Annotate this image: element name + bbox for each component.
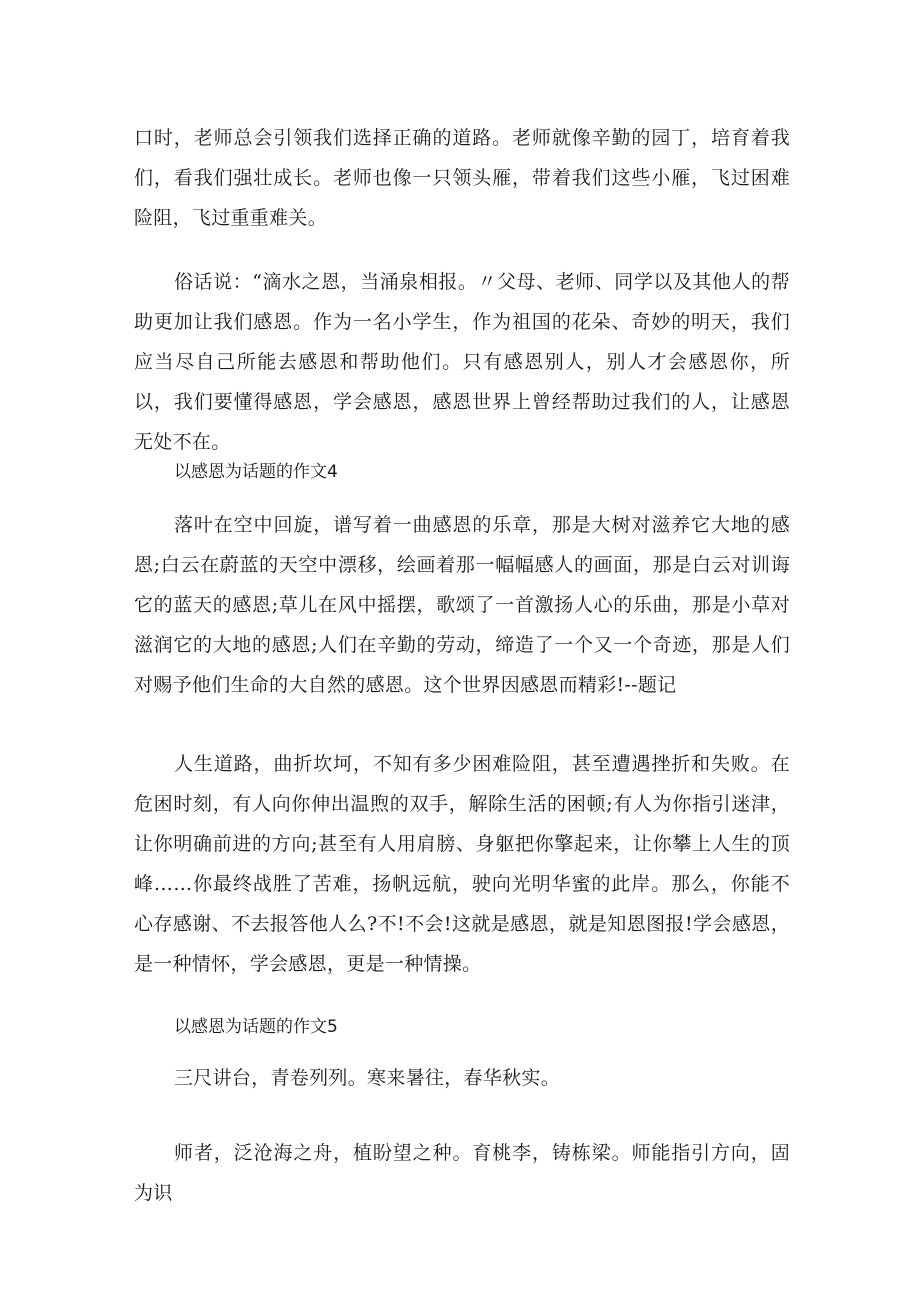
section-heading-5: 以感恩为话题的作文5 — [174, 1017, 338, 1037]
paragraph-5: 三尺讲台，青卷列列。寒来暑往，春华秋实。 — [174, 1067, 561, 1089]
paragraph-2: 俗话说：“滴水之恩，当涌泉相报。〃父母、老师、同学以及其他人的帮助更加让我们感恩。作为一名小学生，作为祖国的花朵、奇妙的明天，我们应当尽自己所能去感恩和帮助他们。只有感恩别人，别人才会感恩你，所以，我们要懂得感恩，学会感恩，感恩世界上曾经帮助过我们的人，让感恩无处不在。 — [134, 271, 790, 453]
paragraph-1: 口时，老师总会引领我们选择正确的道路。老师就像辛勤的园丁，培育着我们，看我们强壮成长。老师也像一只领头雁，带着我们这些小雁，飞过困难险阻，飞过重重难关。 — [134, 127, 790, 229]
paragraph-6: 师者，泛沧海之舟，植盼望之种。育桃李，铸栋梁。师能指引方向，固为识 — [134, 1142, 790, 1204]
paragraph-4: 人生道路，曲折坎坷，不知有多少困难险阻，甚至遭遇挫折和失败。在危困时刻，有人向你伸出温煦的双手，解除生活的困顿;有人为你指引迷津，让你明确前进的方向;甚至有人用肩膀、身躯把你擎起来，让你攀上人生的顶峰……你最终战胜了苦难，扬帆远航，驶向光明华蜜的此岸。那么，你能不心存感谢、不去报答他人么?不!不会!这就是感恩，就是知恩图报!学会感恩，是一种情怀，学会感恩，更是一种情操。 — [134, 753, 790, 975]
paragraph-3: 落叶在空中回旋，谱写着一曲感恩的乐章，那是大树对滋养它大地的感恩;白云在蔚蓝的天空中漂移，绘画着那一幅幅感人的画面，那是白云对训诲它的蓝天的感恩;草儿在风中摇摆，歌颂了一首激扬人心的乐曲，那是小草对滋润它的大地的感恩;人们在辛勤的劳动，缔造了一个又一个奇迹，那是人们对赐予他们生命的大自然的感恩。这个世界因感恩而精彩!--题记 — [134, 514, 790, 696]
section-heading-4: 以感恩为话题的作文4 — [174, 462, 338, 482]
